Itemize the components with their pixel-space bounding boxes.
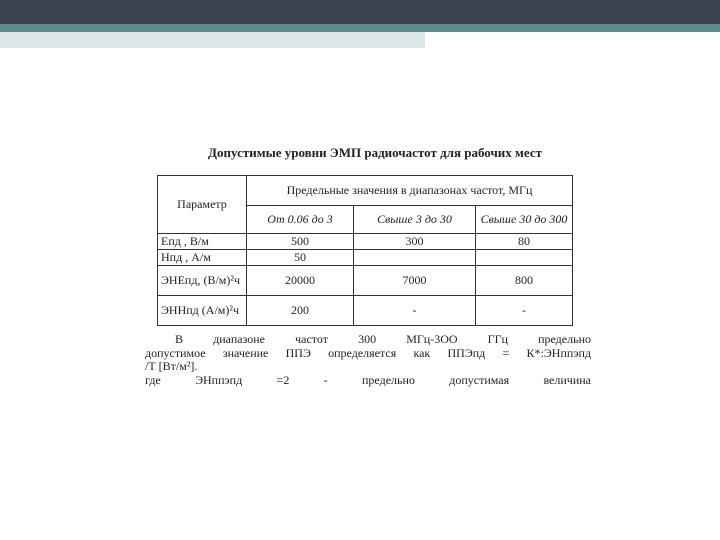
- paragraph-line: /Т [Вт/м²].: [145, 359, 198, 373]
- body-paragraph: [145, 333, 591, 387]
- paragraph-line: В диапазоне частот 300 МГц-3ОО ГГц предельно: [175, 332, 591, 346]
- table-title: Допустимые уровни ЭМП радиочастот для рабочих мест: [208, 145, 542, 160]
- subheader-3: Свыше 30 до 300: [476, 206, 573, 234]
- row-param: Hпд , А/м: [158, 250, 247, 266]
- accent-stripe: [0, 24, 720, 32]
- row-value: 500: [247, 234, 354, 250]
- row-value: 300: [354, 234, 476, 250]
- row-value: -: [354, 296, 476, 326]
- row-value: 7000: [354, 266, 476, 296]
- row-value: [354, 250, 476, 266]
- row-value: 800: [476, 266, 573, 296]
- table-row: [158, 234, 573, 250]
- table-row: [158, 266, 573, 296]
- row-value: 80: [476, 234, 573, 250]
- paragraph-line: где ЭНппэпд =2 - предельно допустимая величина: [145, 372, 591, 387]
- table-row: [158, 250, 573, 266]
- row-param: ЭНHпд (А/м)²ч: [158, 296, 247, 326]
- row-param: Eпд , В/м: [158, 234, 247, 250]
- light-stripe: [0, 32, 425, 48]
- row-value: [476, 250, 573, 266]
- top-bar: [0, 0, 720, 24]
- row-value: 200: [247, 296, 354, 326]
- row-value: 50: [247, 250, 354, 266]
- table-row: [158, 296, 573, 326]
- row-value: 20000: [247, 266, 354, 296]
- header-param: Параметр: [158, 176, 247, 234]
- row-value: -: [476, 296, 573, 326]
- limits-table: [157, 175, 573, 326]
- document: [145, 145, 605, 387]
- row-param: ЭНEпд, (В/м)²ч: [158, 266, 247, 296]
- header-group: Предельные значения в диапазонах частот, МГц: [247, 176, 573, 206]
- subheader-1: От 0.06 до 3: [247, 206, 354, 234]
- subheader-2: Свыше 3 до 30: [354, 206, 476, 234]
- paragraph-line: допустимое значение ППЭ определяется как ППЭпд = К*:ЭНппэпд: [145, 345, 591, 360]
